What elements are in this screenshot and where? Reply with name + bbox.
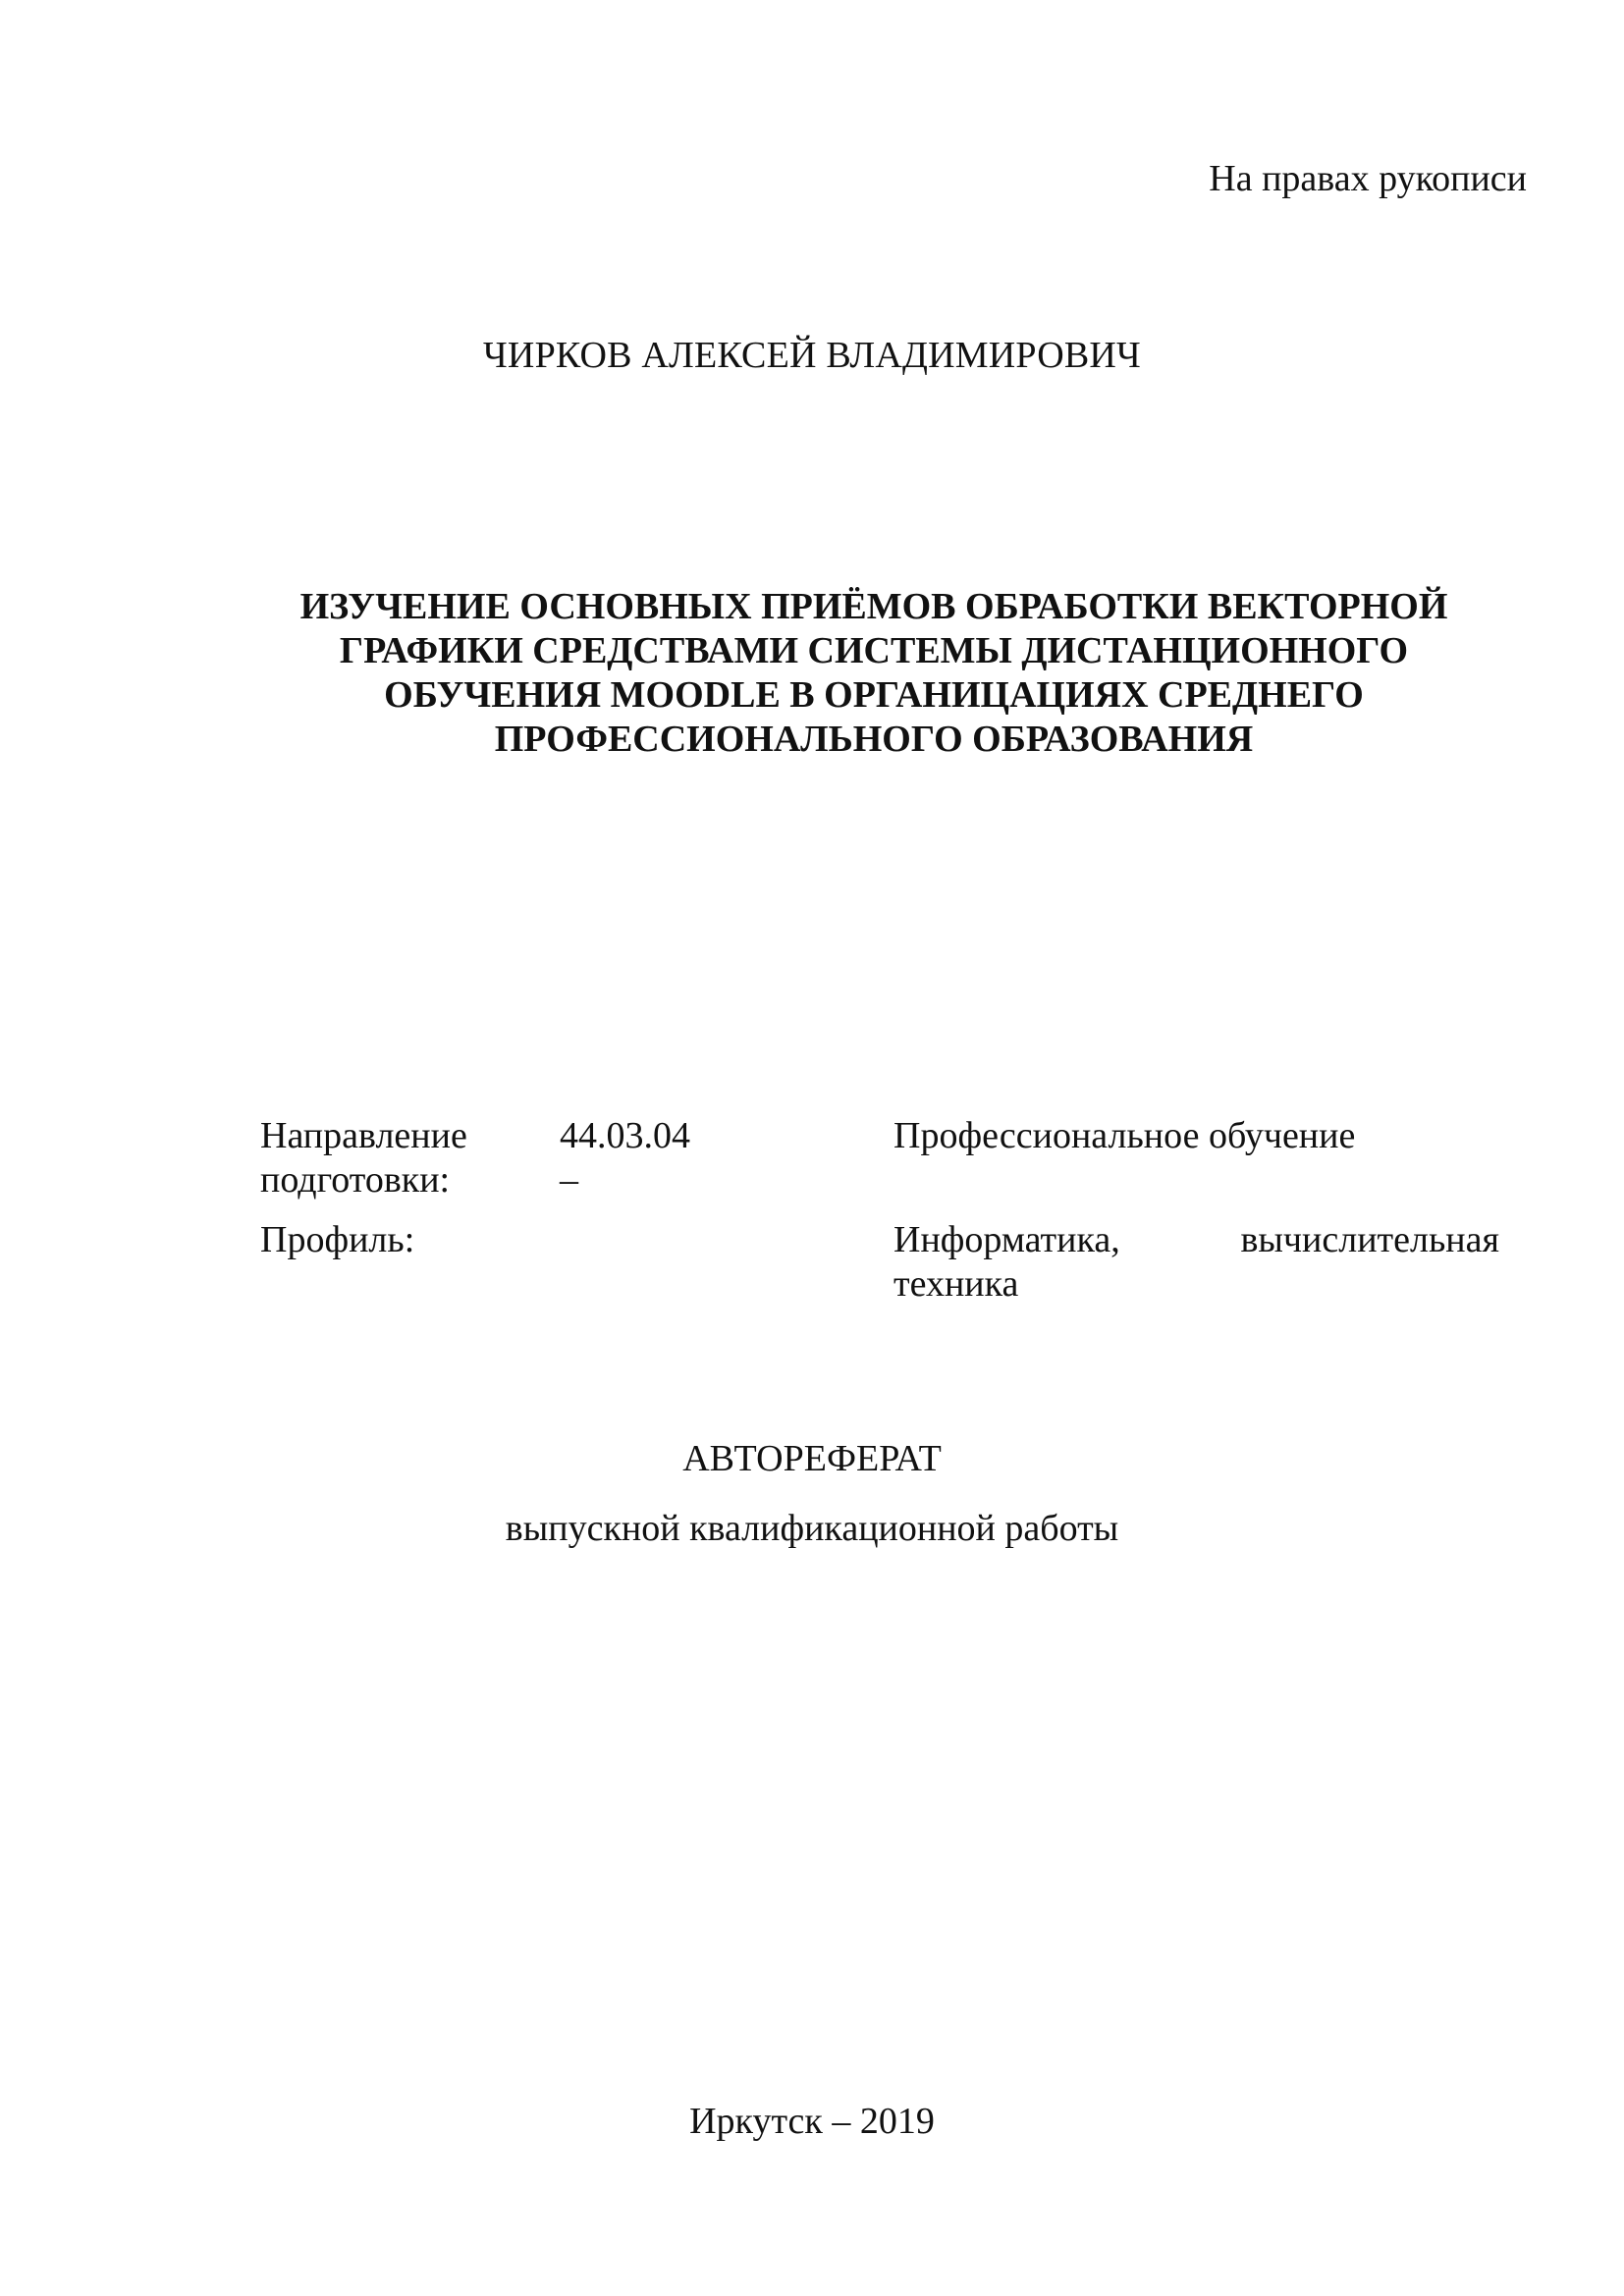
profile-row (260, 1218, 1499, 1307)
direction-label (260, 1114, 555, 1202)
title-line: ПРОФЕССИОНАЛЬНОГО ОБРАЗОВАНИЯ (494, 719, 1254, 760)
direction-label-line1: Направление (260, 1115, 467, 1156)
title-line: ГРАФИКИ СРЕДСТВАМИ СИСТЕМЫ ДИСТАНЦИОННОГО (339, 630, 1409, 671)
profile-value-line1 (893, 1218, 1499, 1262)
profile-value-line2: техника (893, 1263, 1019, 1305)
document-subtype: выпускной квалификационной работы (505, 1508, 1119, 1549)
direction-label-line2: подготовки: (260, 1159, 451, 1201)
profile-label-text: Профиль: (260, 1219, 415, 1260)
title-line: ИЗУЧЕНИЕ ОСНОВНЫХ ПРИЁМОВ ОБРАБОТКИ ВЕКТОРНОЙ (299, 586, 1448, 627)
direction-value: Профессиональное обучение (893, 1115, 1356, 1156)
place-and-year: Иркутск – 2019 (689, 2101, 935, 2142)
direction-row (260, 1114, 1499, 1202)
direction-code-number: 44.03.04 (560, 1115, 690, 1156)
direction-code (560, 1114, 746, 1202)
author-name: ЧИРКОВ АЛЕКСЕЙ ВЛАДИМИРОВИЧ (483, 335, 1141, 376)
profile-value-word2: вычислительная (1240, 1219, 1499, 1260)
manuscript-mark: На правах рукописи (1209, 158, 1527, 199)
thesis-title (245, 585, 1502, 762)
meta-table (260, 1114, 1499, 1307)
profile-value (893, 1218, 1499, 1307)
profile-value-word1: Информатика, (893, 1219, 1120, 1260)
direction-code-dash: – (560, 1159, 578, 1201)
profile-label (260, 1218, 555, 1262)
document-type: АВТОРЕФЕРАТ (682, 1438, 942, 1479)
title-line: ОБУЧЕНИЯ MOODLE В ОРГАНИЦАЦИЯХ СРЕДНЕГО (384, 674, 1364, 716)
